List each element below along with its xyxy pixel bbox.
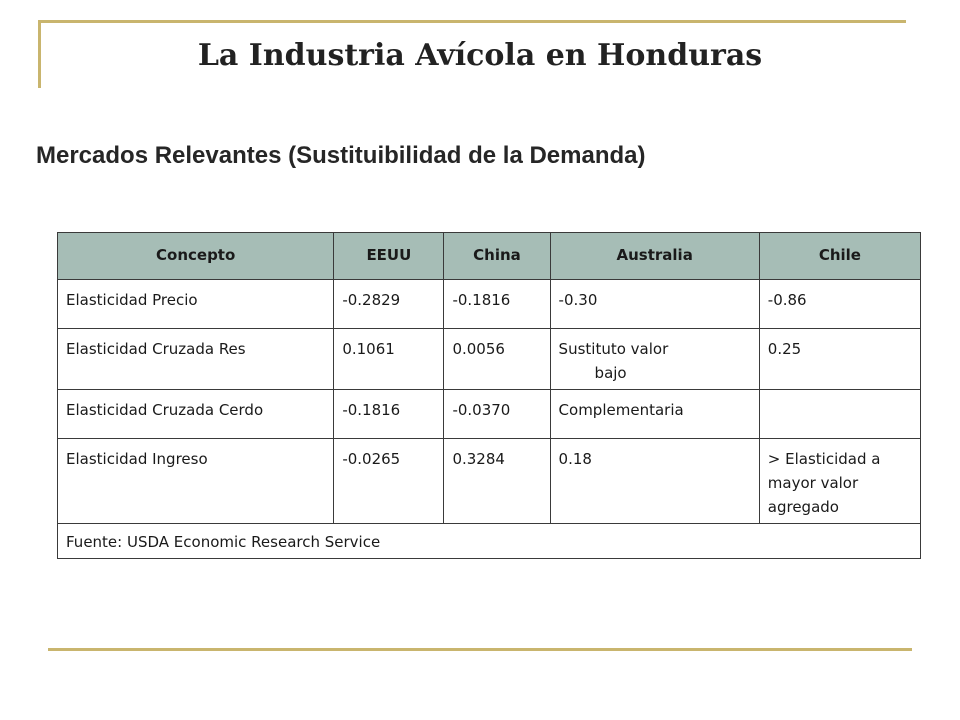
- column-header-eeuu: EEUU: [334, 233, 444, 280]
- source-note: Fuente: USDA Economic Research Service: [58, 524, 921, 559]
- table-cell: 0.3284: [444, 439, 550, 524]
- section-subtitle: Mercados Relevantes (Sustituibilidad de la Demanda): [36, 142, 646, 169]
- bottom-rule: [48, 648, 912, 651]
- table-cell: -0.1816: [334, 390, 444, 439]
- table-row: [58, 390, 921, 439]
- column-header-china: China: [444, 233, 550, 280]
- table-cell: Elasticidad Ingreso: [58, 439, 334, 524]
- table-row: [58, 280, 921, 329]
- table-header-row: [58, 233, 921, 280]
- table-cell: Complementaria: [550, 390, 759, 439]
- table-cell: -0.1816: [444, 280, 550, 329]
- table-cell: 0.1061: [334, 329, 444, 390]
- page-title: La Industria Avícola en Honduras: [197, 38, 763, 73]
- cell-text-line: Sustituto valor: [558, 340, 669, 358]
- table-cell: -0.0370: [444, 390, 550, 439]
- table-cell: [550, 329, 759, 390]
- table-cell: Elasticidad Cruzada Cerdo: [58, 390, 334, 439]
- table-cell: -0.2829: [334, 280, 444, 329]
- table-cell: Elasticidad Cruzada Res: [58, 329, 334, 390]
- elasticity-table: [57, 232, 921, 559]
- source-row: [58, 524, 921, 559]
- column-header-concepto: Concepto: [58, 233, 334, 280]
- table-cell: -0.30: [550, 280, 759, 329]
- table-cell: 0.25: [759, 329, 920, 390]
- table-row: [58, 439, 921, 524]
- table-cell: 0.18: [550, 439, 759, 524]
- cell-text-line: bajo: [594, 364, 627, 382]
- table-cell: -0.86: [759, 280, 920, 329]
- column-header-chile: Chile: [759, 233, 920, 280]
- table-cell: Elasticidad Precio: [58, 280, 334, 329]
- table-cell: 0.0056: [444, 329, 550, 390]
- column-header-australia: Australia: [550, 233, 759, 280]
- table-row: [58, 329, 921, 390]
- table-cell: -0.0265: [334, 439, 444, 524]
- table-cell: [759, 390, 920, 439]
- top-rule: [40, 20, 906, 23]
- table-cell: > Elasticidad a mayor valor agregado: [759, 439, 920, 524]
